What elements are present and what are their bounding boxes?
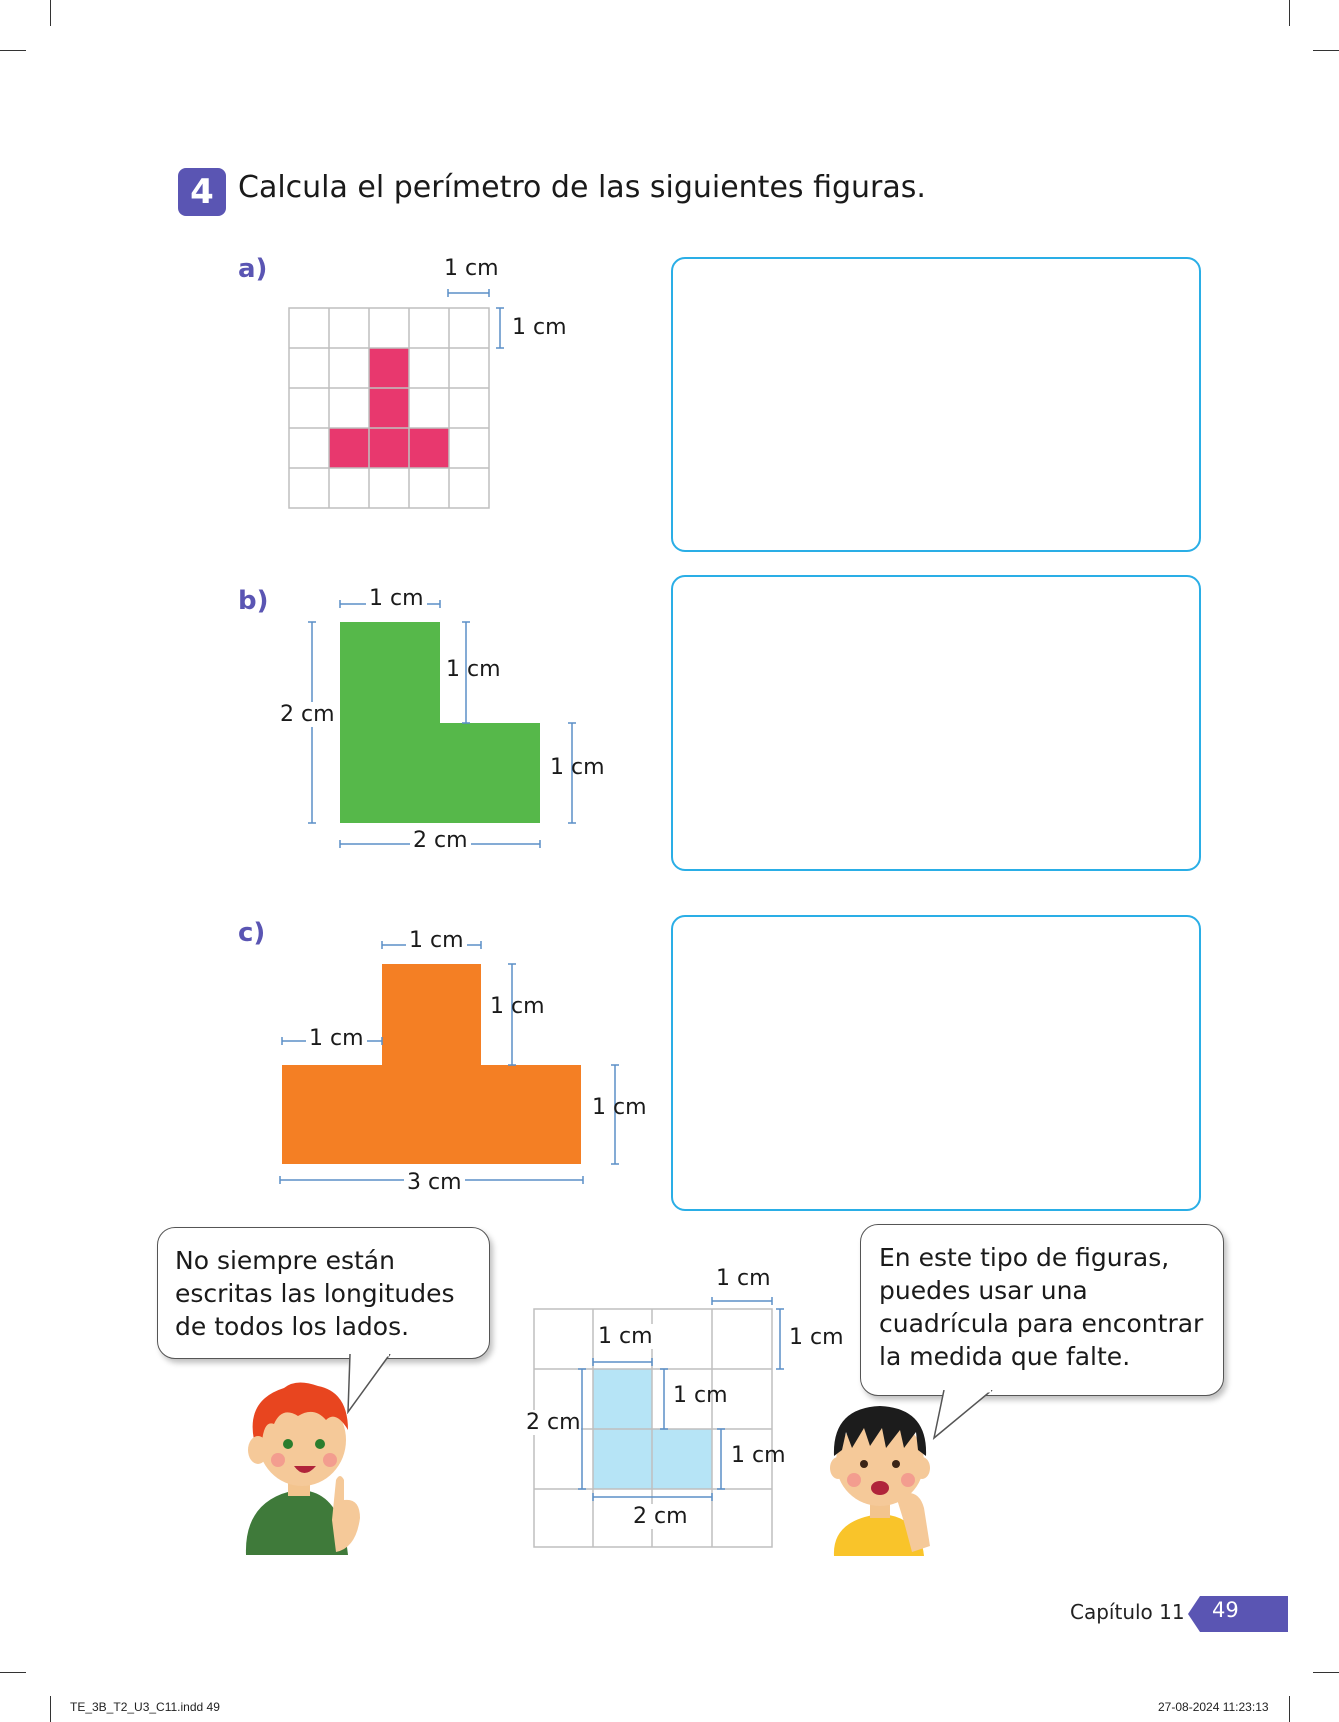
print-timestamp: 27-08-2024 11:23:13 (1158, 1700, 1269, 1714)
crop-mark (1289, 1696, 1290, 1722)
item-c-bottom-label: 3 cm (404, 1170, 465, 1195)
speech-bubble-left-text: No siempre están escritas las longitudes de todos los lados. (175, 1246, 455, 1341)
exercise-instruction: Calcula el perímetro de las siguientes figuras. (238, 170, 926, 205)
crop-mark (50, 0, 51, 26)
item-c-label: c) (238, 918, 266, 948)
example-bottom-label: 2 cm (633, 1504, 688, 1529)
example-right-label: 1 cm (731, 1443, 786, 1468)
crop-mark (1313, 50, 1339, 51)
speech-bubble-right (860, 1224, 1224, 1396)
item-a-figure (280, 276, 580, 516)
crop-mark (0, 50, 26, 51)
item-b-right-label: 1 cm (550, 755, 605, 780)
example-top-label: 1 cm (598, 1324, 653, 1349)
example-left-label: 2 cm (526, 1410, 581, 1435)
speech-bubble-right-tail (930, 1390, 1000, 1440)
crop-mark (1289, 0, 1290, 26)
speech-bubble-left (157, 1227, 490, 1359)
item-b-top-label: 1 cm (366, 586, 427, 611)
crop-mark (0, 1672, 26, 1673)
example-inner-label: 1 cm (673, 1383, 728, 1408)
page-number: 49 (1212, 1598, 1239, 1622)
item-c-figure (270, 930, 650, 1200)
item-b-shape (340, 622, 540, 823)
answer-box-b[interactable] (671, 575, 1201, 871)
answer-box-c[interactable] (671, 915, 1201, 1211)
item-a-unit-h-label: 1 cm (444, 256, 499, 281)
print-file-name: TE_3B_T2_U3_C11.indd 49 (70, 1700, 220, 1714)
item-b-label: b) (238, 586, 269, 616)
item-c-left-step-label: 1 cm (306, 1026, 367, 1051)
crop-mark (1313, 1672, 1339, 1673)
item-b-bottom-label: 2 cm (410, 828, 471, 853)
item-a-label: a) (238, 254, 268, 284)
item-b-left-label: 2 cm (280, 702, 335, 727)
example-unit-h-label: 1 cm (716, 1266, 771, 1291)
item-a-unit-v-label: 1 cm (512, 315, 567, 340)
answer-box-a[interactable] (671, 257, 1201, 552)
exercise-number-badge: 4 (178, 168, 226, 216)
boy-redhead-illustration (236, 1380, 376, 1555)
item-b-figure (300, 590, 620, 860)
item-c-inner-label: 1 cm (490, 994, 545, 1019)
crop-mark (50, 1696, 51, 1722)
chapter-label: Capítulo 11 (1070, 1600, 1185, 1624)
item-a-shape (329, 348, 449, 468)
boy-darkhair-illustration (820, 1396, 940, 1556)
item-b-inner-label: 1 cm (446, 657, 501, 682)
item-c-right-label: 1 cm (592, 1095, 647, 1120)
example-unit-v-label: 1 cm (789, 1325, 844, 1350)
speech-bubble-right-text: En este tipo de figuras, puedes usar una cuadrícula para encontrar la medida que falte. (879, 1243, 1204, 1371)
item-c-top-label: 1 cm (406, 928, 467, 953)
